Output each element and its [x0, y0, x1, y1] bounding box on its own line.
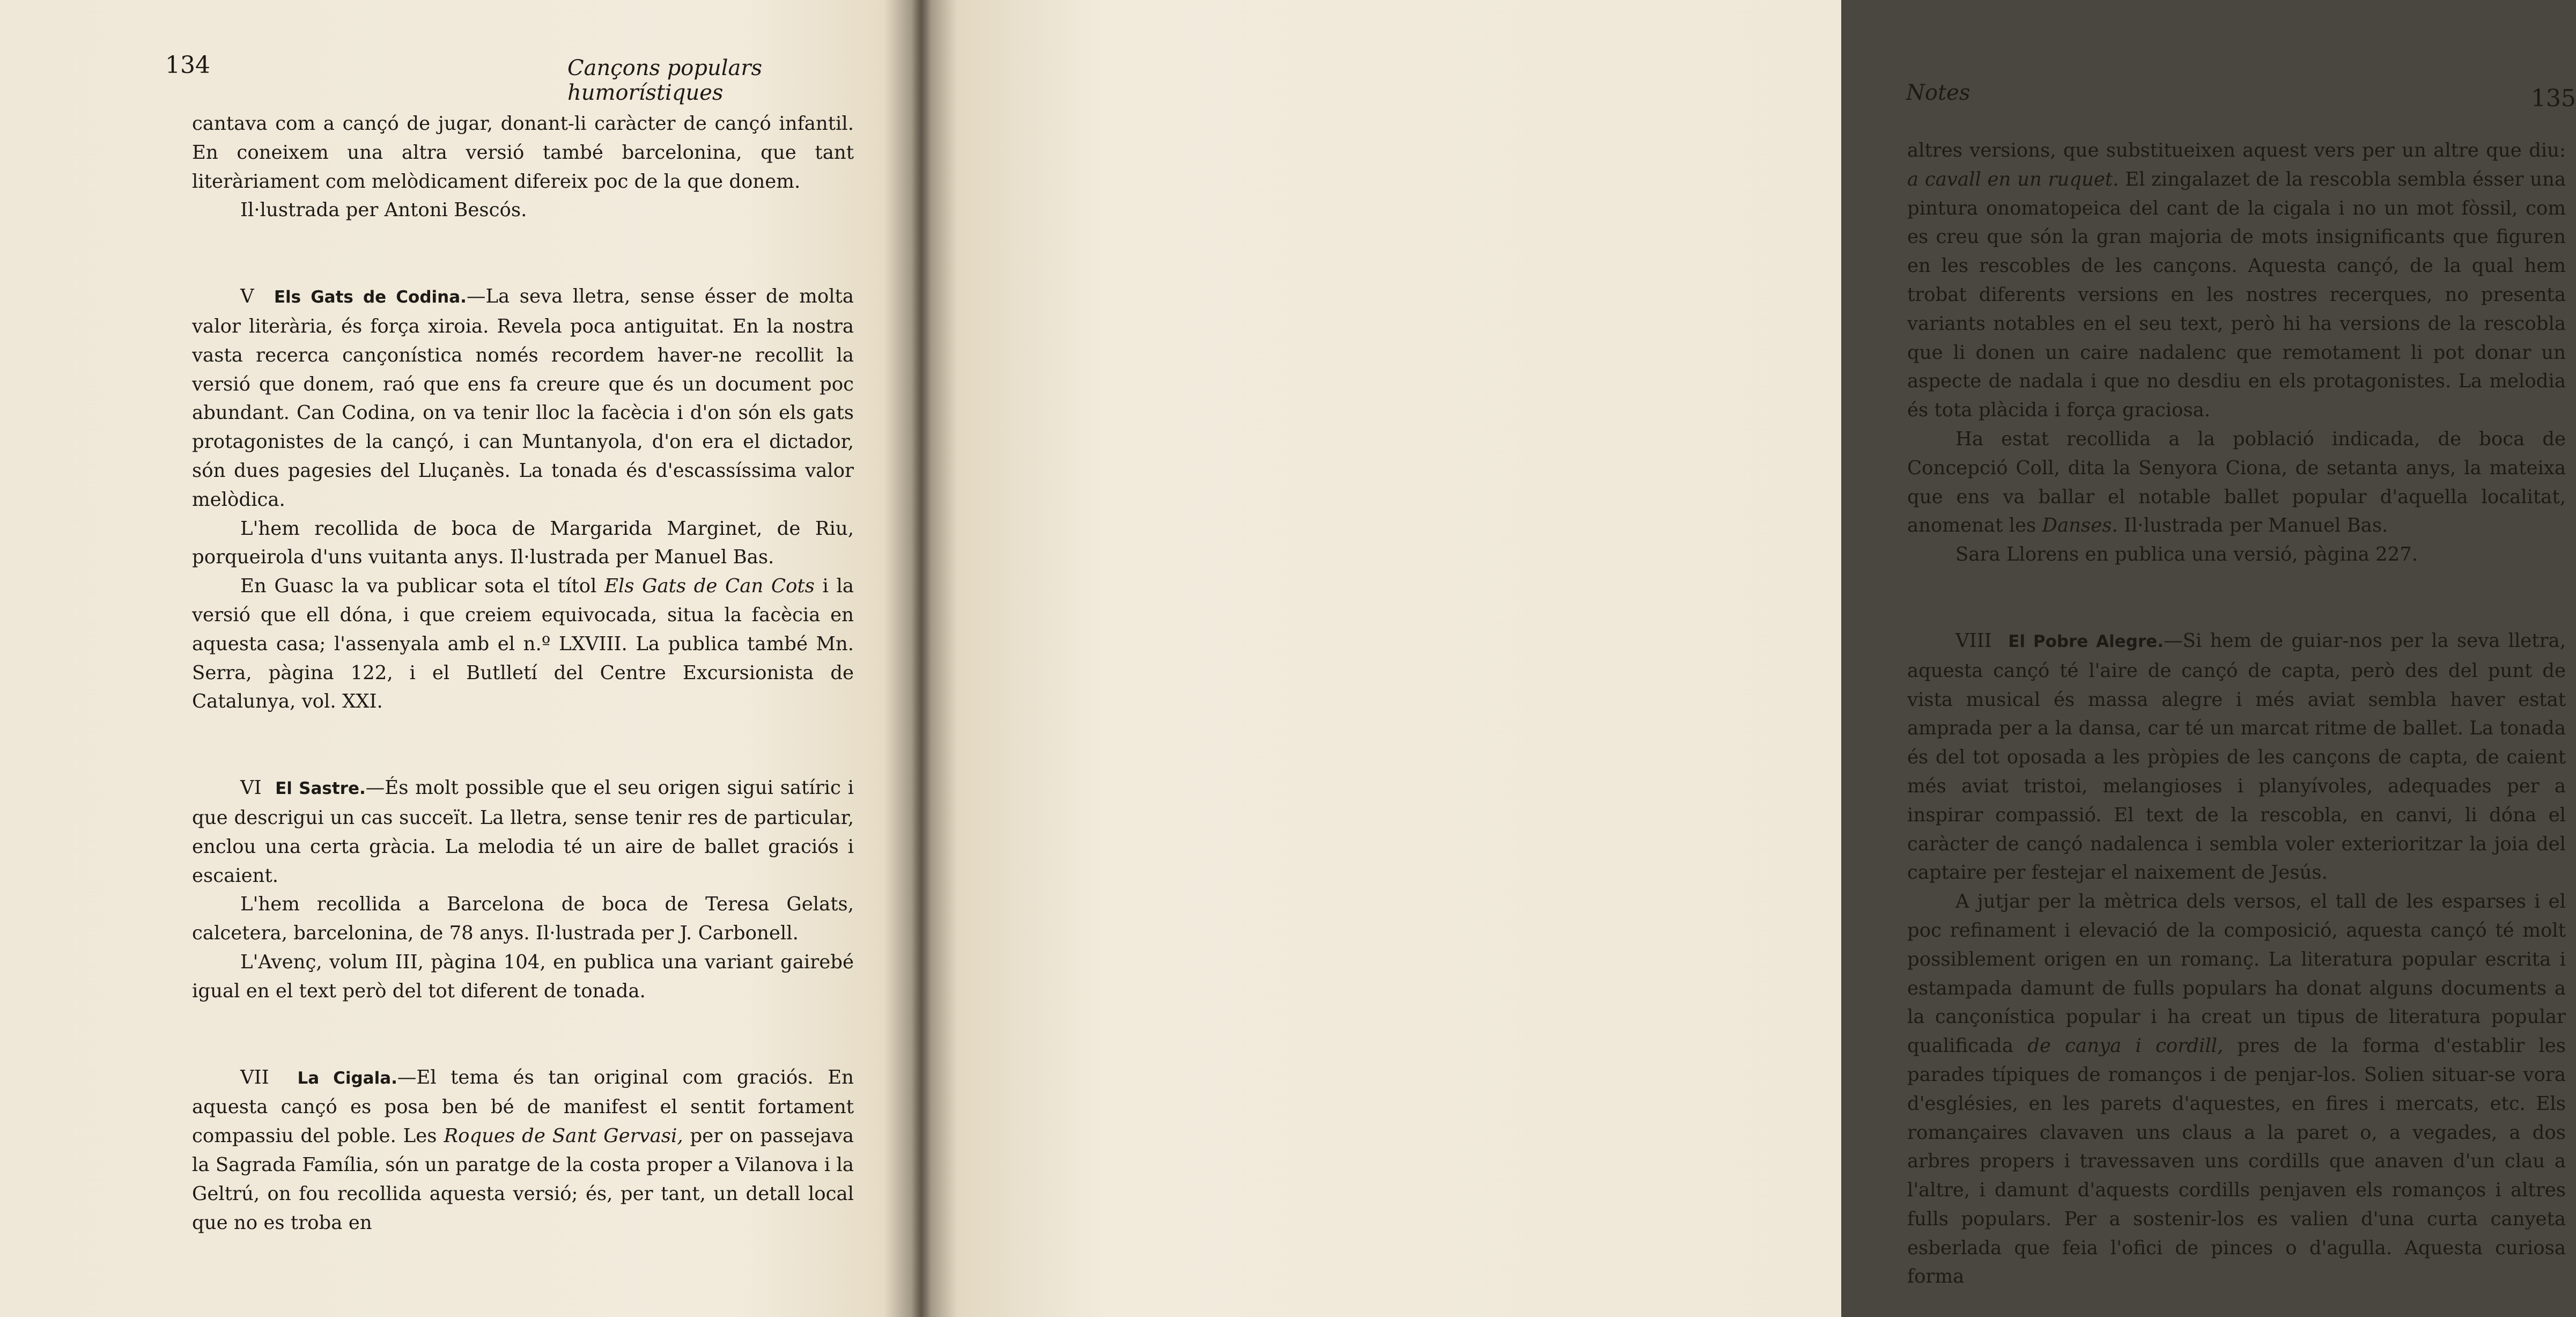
page-number-left: 134 [165, 51, 210, 79]
section-number: VII [240, 1066, 269, 1088]
paragraph [1907, 627, 2566, 887]
italic-title: a cavall en un ruquet. [1907, 168, 2119, 190]
paragraph [192, 1063, 854, 1238]
section-title: La Cigala. [297, 1068, 397, 1088]
paragraph [1907, 425, 2566, 540]
right-page [920, 0, 2576, 1317]
paragraph [192, 514, 854, 572]
book-spine [912, 0, 931, 1317]
paragraph-text: L'Avenç, volum III, pàgina 104, en publica una variant gairebé igual en el text però del tot diferent de tonada. [192, 951, 854, 1002]
paragraph-text: pres de la forma d'establir les parades típiques de romanços i de penjar-los. Solien situar-se vora d'esglésies, en les parets d'aquestes, en fires i mercats, etc. Els romançaires clavaven uns claus a la paret o, a vegades, a dos arbres propers i travessaven uns cordills que anaven d'un clau a l'altre, i damunt d'aquests cordills penjaven els romanços i altres fulls populars. Per a sostenir-los es valien d'una curta canyeta esberlada que feia l'ofici de pinces o d'agulla. Aquesta curiosa forma [1907, 1035, 2566, 1288]
paragraph-text-lead: —El tema és tan original com graciós. En aquesta cançó es posa ben bé de manifest el sentit fortament compassiu del poble. Les [192, 1066, 854, 1147]
paragraph-text: L'hem recollida a Barcelona de boca de Teresa Gelats, calcetera, barcelonina, de 78 anys. Il·lustrada per J. Carbonell. [192, 893, 854, 945]
section-number: V [240, 285, 254, 308]
paragraph-text-lead: A jutjar per la mètrica dels versos, el tall de les esparses i el poc refinament i elevació de la composició, aquesta cançó té molt possiblement origen en un romanç. La literatura popular escrita i estampada damunt de fulls populars ha donat alguns documents a la cançonística popular i ha creat un tipus de literatura popular qualificada [1907, 891, 2566, 1057]
paragraph-text: El zingalazet de la rescobla sembla ésser una pintura onomatopeica del cant de la cigala i no un mot fòssil, com es creu que són la gran majoria de mots insignificants que figuren en les rescobles de les cançons. Aquesta cançó, de la qual hem trobat diferents versions en les nostres recerques, no presenta variants notables en el seu text, però hi ha versions de la rescobla que li donen un caire nadalenc que remotament li pot donar un aspecte de nadala i que no desdiu en els protagonistes. La melodia és tota plàcida i força graciosa. [1907, 168, 2566, 422]
section-number: VIII [1955, 629, 1992, 652]
paragraph-text: Il·lustrada per Antoni Bescós. [240, 199, 527, 222]
section-number: VI [240, 777, 262, 799]
paragraph-text: —Si hem de guiar-nos per la seva lletra, aquesta cançó té l'aire de cançó de capta, però des del punt de vista musical és massa alegre i més aviat sembla haver estat amprada per a la dansa, car té un marcat ritme de ballet. La tonada és del tot oposada a les pròpies de les cançons de capta, de caient més aviat tristoi, melangioses i planyívoles, adequades per a inspirar compassió. El text de la rescobla, en canvi, li dóna el caràcter de cançó nadalenca i sembla voler exterioritzar la joia del captaire per festejar el naixement de Jesús. [1907, 629, 2566, 884]
italic-title: Roques de Sant Gervasi, [444, 1125, 683, 1147]
page-number-right: 135 [2531, 85, 2576, 112]
paragraph [192, 282, 854, 514]
paragraph-text: per on passejava la Sagrada Família, són un paratge de la costa proper a Vilanova i la Geltrú, on fou recollida aquesta versió; és, per tant, un detall local que no es troba en [192, 1125, 854, 1234]
paragraph-text: cantava com a cançó de jugar, donant-li caràcter de cançó infantil. En coneixem una altra versió també barcelonina, que tant literàriament com melòdicament difereix poc de la que donem. [192, 113, 854, 193]
paragraph [1907, 540, 2566, 569]
paragraph-text: L'hem recollida de boca de Margarida Marginet, de Riu, porqueirola d'uns vuitanta anys. Il·lustrada per Manuel Bas. [192, 517, 854, 569]
running-head-left: Cançons populars humorístiques [567, 56, 763, 105]
section-title: Els Gats de Codina. [274, 288, 467, 307]
paragraph [192, 948, 854, 1006]
left-text-column [192, 109, 854, 1237]
paragraph [192, 890, 854, 948]
running-head-right: Notes [1906, 80, 1970, 105]
left-page [0, 0, 920, 1317]
paragraph-text: Sara Llorens en publica una versió, pàgina 227. [1955, 543, 2418, 566]
paragraph-text-lead: Ha estat recollida a la població indicada, de boca de Concepció Coll, dita la Senyora Ciona, de setanta anys, la mateixa que ens va ballar el notable ballet popular d'aquella localitat, anomenat les [1907, 428, 2566, 537]
section-title: El Sastre. [275, 779, 366, 799]
paragraph [1907, 136, 2566, 425]
italic-title: de canya i cordill, [2027, 1035, 2224, 1057]
section-title: El Pobre Alegre. [2008, 631, 2164, 651]
paragraph-text: Il·lustrada per Manuel Bas. [2117, 514, 2388, 537]
paragraph [192, 572, 854, 716]
paragraph-text-lead: altres versions, que substitueixen aquest vers per un altre que diu: [1907, 139, 2566, 161]
italic-title: Els Gats de Can Cots [604, 575, 815, 598]
paragraph [1907, 887, 2566, 1291]
paragraph-text: i la versió que ell dóna, i que creiem equivocada, situa la facècia en aquesta casa; l'assenyala amb el n.º LXVIII. La publica també Mn. Serra, pàgina 122, i el Butlletí del Centre Excursionista de Catalunya, vol. XXI. [192, 575, 854, 713]
paragraph [192, 196, 854, 225]
paragraph-text-lead: En Guasc la va publicar sota el títol [240, 575, 604, 598]
paragraph [192, 774, 854, 890]
italic-title: Danses. [2042, 514, 2118, 537]
paragraph-text: —És molt possible que el seu origen sigui satíric i que descrigui un cas succeït. La lletra, sense tenir res de particular, enclou una certa gràcia. La melodia té un aire de ballet graciós i escaient. [192, 777, 854, 887]
paragraph [192, 109, 854, 196]
right-text-column [1907, 136, 2566, 1291]
paragraph-text: —La seva lletra, sense ésser de molta valor literària, és força xiroia. Revela poca antiguitat. En la nostra vasta recerca cançonística només recordem haver-ne recollit la versió que donem, raó que ens fa creure que és un document poc abundant. Can Codina, on va tenir lloc la facècia i d'on són els gats protagonistes de la cançó, i can Muntanyola, d'on era el dictador, són dues pagesies del Lluçanès. La tonada és d'escassíssima valor melòdica. [192, 285, 854, 511]
